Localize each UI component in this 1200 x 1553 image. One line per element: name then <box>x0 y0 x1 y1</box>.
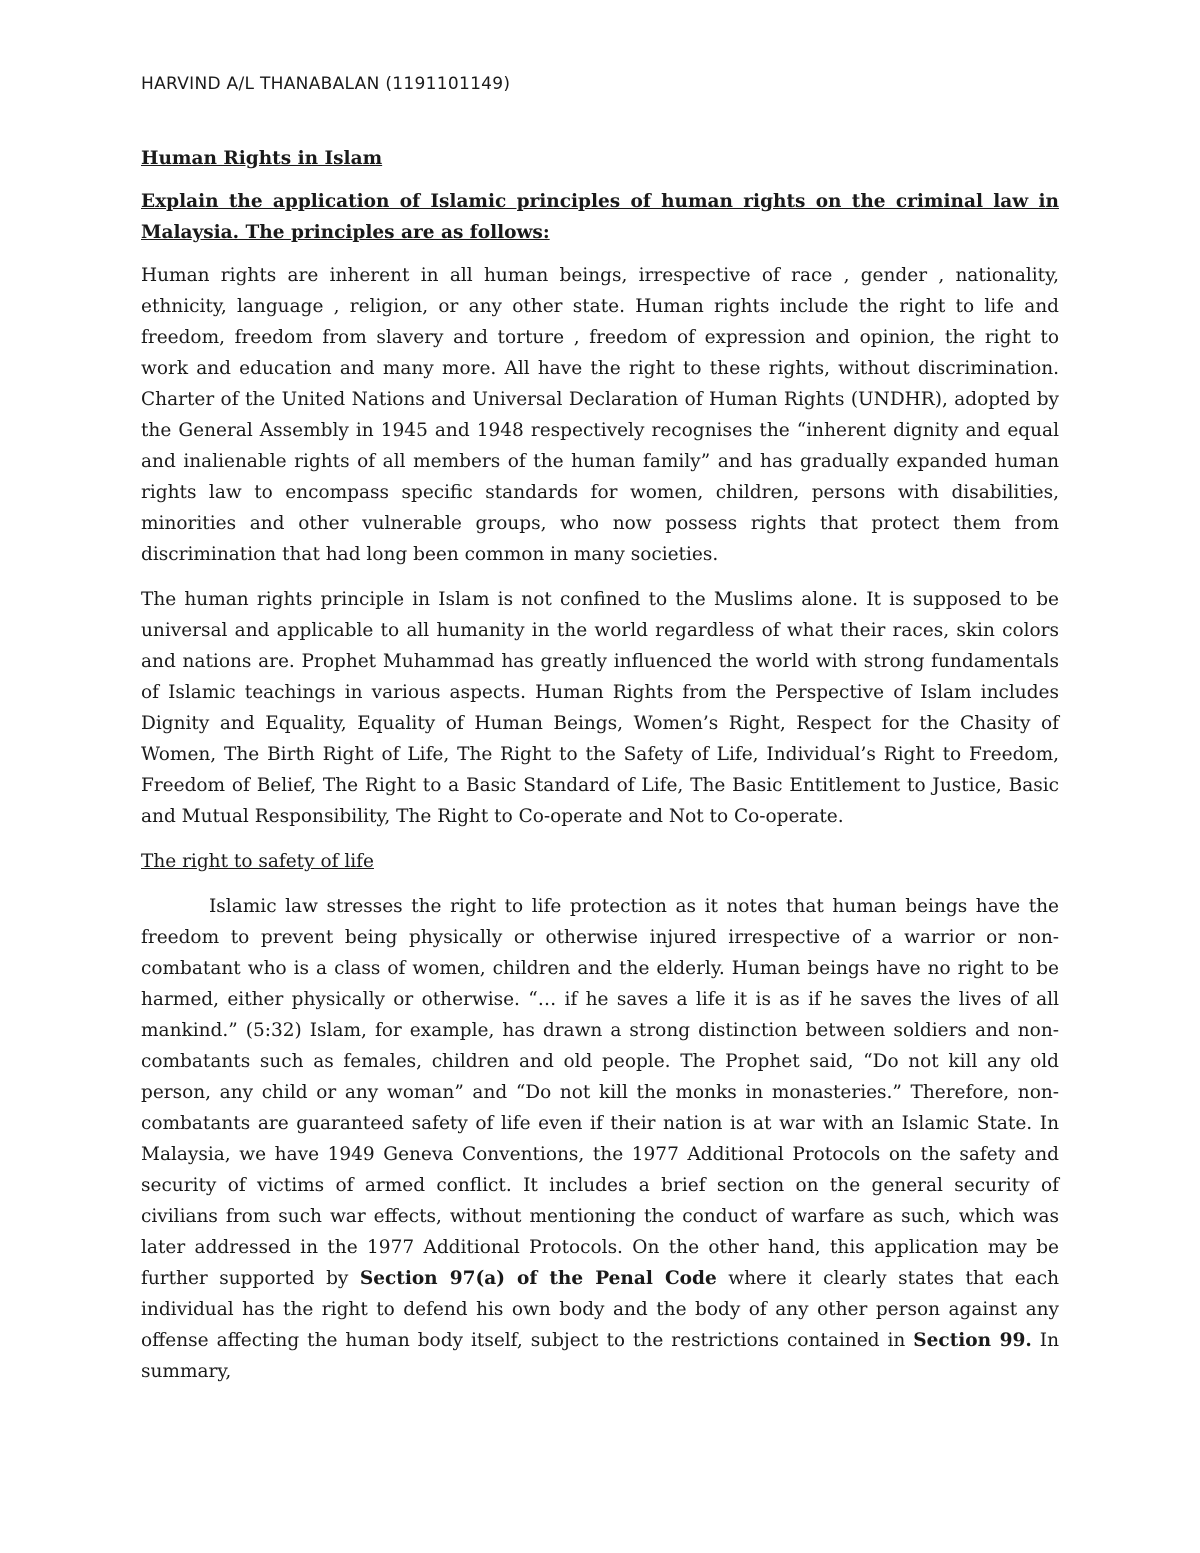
bold-reference-section-99: Section 99. <box>913 1330 1032 1351</box>
paragraph-human-rights: Human rights are inherent in all human beings, irrespective of race , gender , nationality, ethnicity, language , religion, or any other state. Human rights include the right to life and freedom, freedom from slavery and torture , freedom of expression and opinion, the right to work and education and many more. All have the right to these rights, without discrimination. Charter of the United Nations and Universal Declaration of Human Rights (UNDHR), adopted by the General Assembly in 1945 and 1948 respectively recognises the “inherent dignity and equal and inalienable rights of all members of the human family” and has gradually expanded human rights law to encompass specific standards for women, children, persons with disabilities, minorities and other vulnerable groups, who now possess rights that protect them from discrimination that had long been common in many societies. <box>141 265 1059 565</box>
paragraph-islam-principles: The human rights principle in Islam is not confined to the Muslims alone. It is supposed to be universal and applicable to all humanity in the world regardless of what their races, skin colors and nations are. Prophet Muhammad has greatly influenced the world with strong fundamentals of Islamic teachings in various aspects. Human Rights from the Perspective of Islam includes Dignity and Equality, Equality of Human Beings, Women’s Right, Respect for the Chasity of Women, The Birth Right of Life, The Right to the Safety of Life, Individual’s Right to Freedom, Freedom of Belief, The Right to a Basic Standard of Life, The Basic Entitlement to Justice, Basic and Mutual Responsibility, The Right to Co-operate and Not to Co-operate. <box>141 589 1059 827</box>
document-body <box>141 143 1059 1401</box>
document-title: Human Rights in Islam <box>141 148 383 169</box>
paragraph-text-part: where it clearly states that each individual has the right to defend his own body and the body of any other person against any offense affecting the human body itself, subject to the restrictions contained in <box>141 1268 1059 1351</box>
author-header: HARVIND A/L THANABALAN (1191101149) <box>141 74 511 94</box>
bold-reference-penal-code: Section 97(a) of the Penal Code <box>359 1268 717 1289</box>
question-heading: Explain the application of Islamic principles of human rights on the criminal law in Malaysia. The principles are as follows: <box>141 191 1059 243</box>
paragraph-safety-of-life <box>141 891 1059 1387</box>
paragraph-text-part: In summary, <box>141 1330 1059 1382</box>
section-subheading: The right to safety of life <box>141 851 374 872</box>
paragraph-text-part: Islamic law stresses the right to life protection as it notes that human beings have the freedom to prevent being physically or otherwise injured irrespective of a warrior or non-combatant who is a class of women, children and the elderly. Human beings have no right to be harmed, either physically or otherwise. “… if he saves a life it is as if he saves the lives of all mankind.” (5:32) Islam, for example, has drawn a strong distinction between soldiers and non-combatants such as females, children and old people. The Prophet said, “Do not kill any old person, any child or any woman” and “Do not kill the monks in monasteries.” Therefore, non-combatants are guaranteed safety of life even if their nation is at war with an Islamic State. In Malaysia, we have 1949 Geneva Conventions, the 1977 Additional Protocols on the safety and security of victims of armed conflict. It includes a brief section on the general security of civilians from such war effects, without mentioning the conduct of warfare as such, which was later addressed in the 1977 Additional Protocols. On the other hand, this application may be further supported by <box>141 896 1059 1289</box>
